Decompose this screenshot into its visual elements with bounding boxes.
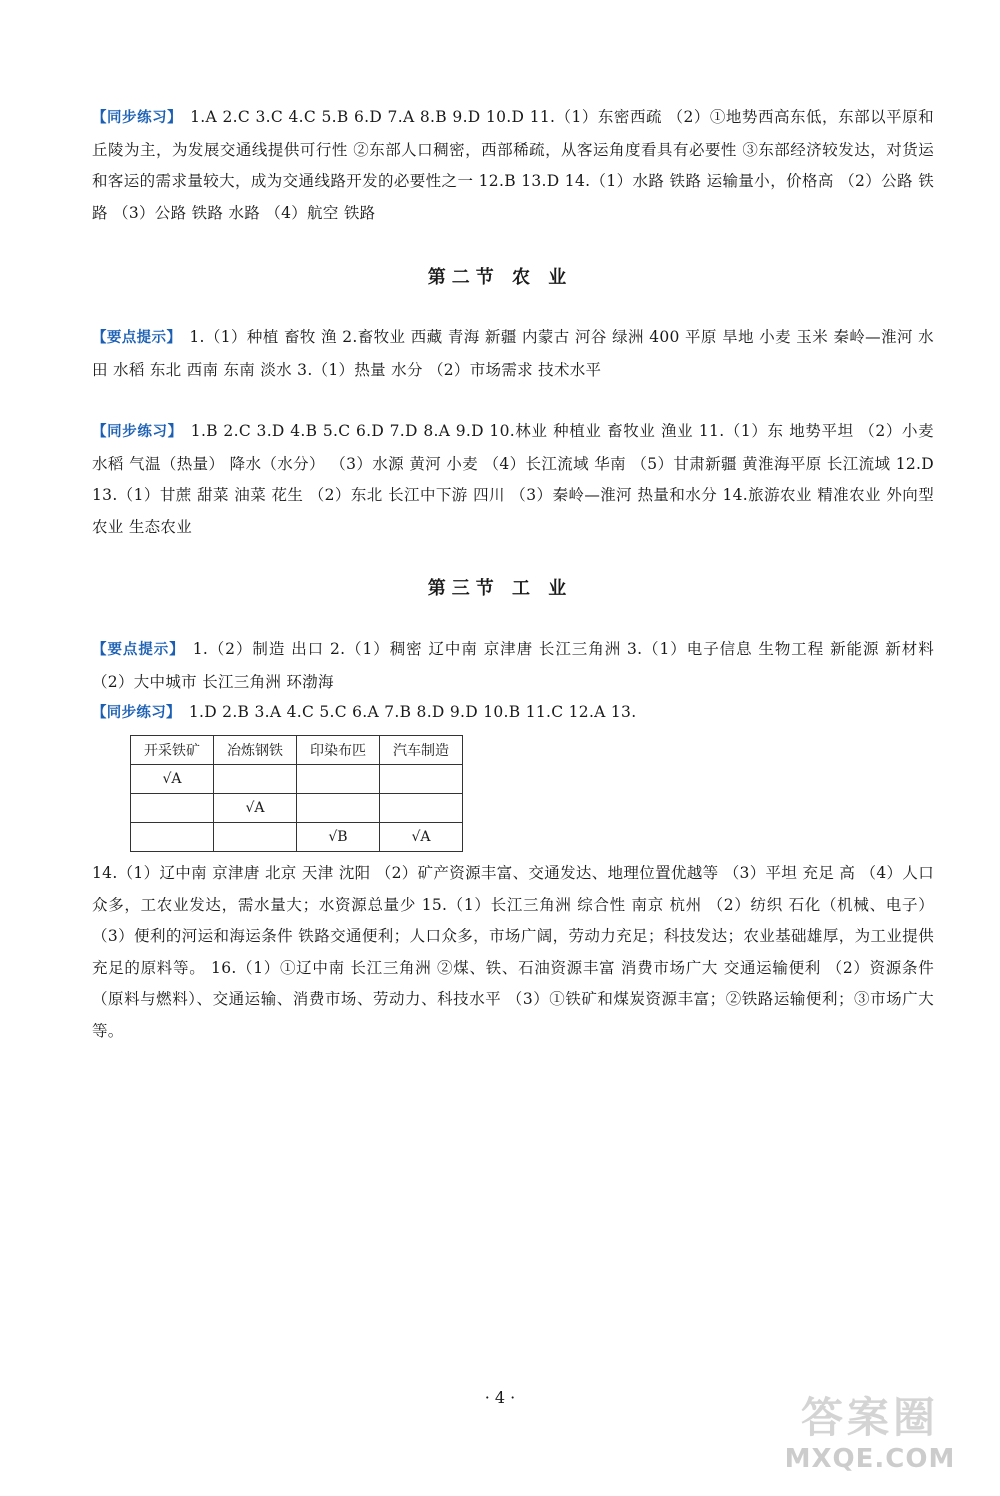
table-cell: √A: [214, 794, 297, 823]
table-header-cell: 印染布匹: [297, 736, 380, 765]
table-cell: [380, 794, 463, 823]
practice-answers: 1.B 2.C 3.D 4.B 5.C 6.D 7.D 8.A 9.D 10.林业 种植业 畜牧业 渔业 11.（1）东 地势平坦 （2）小麦 水稻 气温（热量） 降水（水分） （3）水源 黄河 小麦 （4）长江流域 华南 （5）甘肃新疆 黄淮海平原 长江流域 12.D 13.（1）甘蔗 甜菜 油菜 花生 （2）东北 长江中下游 四川 （3）秦岭—淮河 热量和水分 14.旅游农业 精准农业 外向型农业 生态农业: [92, 422, 934, 536]
practice-tag: 【同步练习】: [92, 110, 183, 126]
section2-practice: [92, 416, 934, 543]
table-cell: √A: [131, 765, 214, 794]
tips-answers: 1.（2）制造 出口 2.（1）稠密 辽中南 京津唐 长江三角洲 3.（1）电子信息 生物工程 新能源 新材料 （2）大中城市 长江三角洲 环渤海: [92, 640, 934, 691]
table-row: [131, 823, 463, 852]
tips-tag: 【要点提示】: [92, 642, 185, 658]
tips-tag: 【要点提示】: [92, 330, 182, 346]
practice-tag: 【同步练习】: [92, 424, 183, 440]
section-title-agriculture: 第二节 农 业: [427, 267, 573, 288]
table-cell: [297, 794, 380, 823]
tips-answers: 1.（1）种植 畜牧 渔 2.畜牧业 西藏 青海 新疆 内蒙古 河谷 绿洲 400 平原 旱地 小麦 玉米 秦岭—淮河 水田 水稻 东北 西南 东南 淡水 3.（1）热量 水分 （2）市场需求 技术水平: [92, 328, 934, 379]
table-cell: √A: [380, 823, 463, 852]
section2-tips: [92, 322, 934, 386]
table-cell: [131, 794, 214, 823]
table-header-cell: 开采铁矿: [131, 736, 214, 765]
watermark-line1: 答案圈: [800, 1393, 939, 1442]
table-cell: [131, 823, 214, 852]
site-watermark-logo: [760, 1392, 980, 1482]
section1-practice: [92, 102, 934, 229]
section3-tips: [92, 634, 934, 698]
table-cell: [214, 823, 297, 852]
table-header-row: [131, 736, 463, 765]
table-row: [131, 794, 463, 823]
page-number: · 4 ·: [484, 1388, 516, 1407]
practice-answers: 1.D 2.B 3.A 4.C 5.C 6.A 7.B 8.D 9.D 10.B 11.C 12.A 13.: [188, 703, 637, 721]
practice-answers: 1.A 2.C 3.C 4.C 5.B 6.D 7.A 8.B 9.D 10.D 11.（1）东密西疏 （2）①地势西高东低，东部以平原和丘陵为主，为发展交通线提供可行性 ②东部人口稠密，西部稀疏，从客运角度看具有必要性 ③东部经济较发达，对货运和客运的需求量较大，成为交通线路开发的必要性之一 12.B 13.D 14.（1）水路 铁路 运输量小，价格高 （2）公路 铁路 （3）公路 铁路 水路 （4）航空 铁路: [92, 108, 934, 222]
table-cell: [297, 765, 380, 794]
practice-tag: 【同步练习】: [92, 705, 181, 721]
section3-practice: [92, 697, 934, 730]
table-header-cell: 冶炼钢铁: [214, 736, 297, 765]
table-cell: √B: [297, 823, 380, 852]
table-header-cell: 汽车制造: [380, 736, 463, 765]
section3-more-answers: 14.（1）辽中南 京津唐 北京 天津 沈阳 （2）矿产资源丰富、交通发达、地理位置优越等 （3）平坦 充足 高 （4）人口众多，工农业发达，需水量大；水资源总量少 15.（1）长江三角洲 综合性 南京 杭州 （2）纺织 石化（机械、电子） （3）便利的河运和海运条件 铁路交通便利；人口众多，市场广阔，劳动力充足；科技发达；农业基础雄厚，为工业提供充足的原料等。 16.（1）①辽中南 长江三角洲 ②煤、铁、石油资源丰富 消费市场广大 交通运输便利 （2）资源条件（原料与燃料）、交通运输、消费市场、劳动力、科技水平 （3）①铁矿和煤炭资源丰富；②铁路运输便利；③市场广大等。: [92, 864, 934, 1040]
section-title-industry: 第三节 工 业: [427, 578, 573, 599]
industry-answer-table: [130, 735, 463, 852]
watermark-line2: MXQE.COM: [784, 1444, 956, 1474]
table-row: [131, 765, 463, 794]
table-cell: [214, 765, 297, 794]
table-cell: [380, 765, 463, 794]
